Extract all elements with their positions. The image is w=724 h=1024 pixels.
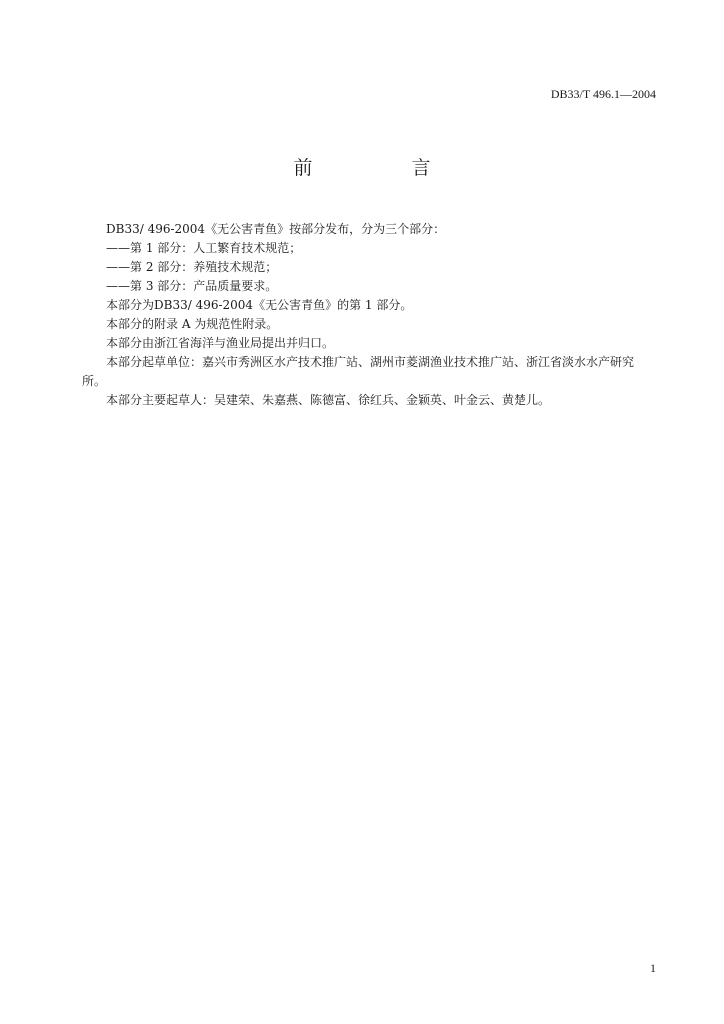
paragraph: 本部分的附录 A 为规范性附录。 bbox=[106, 317, 279, 331]
paragraph: 本部分为DB33/ 496-2004《无公害青鱼》的第 1 部分。 bbox=[106, 298, 413, 312]
paragraph: ——第 2 部分：养殖技术规范； bbox=[106, 260, 278, 274]
preface-body bbox=[82, 220, 656, 410]
paragraph: DB33/ 496-2004《无公害青鱼》按部分发布，分为三个部分： bbox=[106, 222, 446, 236]
paragraph: 本部分由浙江省海洋与渔业局提出并归口。 bbox=[106, 336, 335, 350]
paragraph: ——第 3 部分：产品质量要求。 bbox=[106, 279, 278, 293]
page-title: 前 言 bbox=[293, 157, 471, 179]
paragraph: 本部分主要起草人：吴建荣、朱嘉燕、陈德富、徐红兵、金颖英、叶金云、黄楚儿。 bbox=[106, 393, 551, 407]
page-number: 1 bbox=[650, 961, 656, 975]
paragraph: ——第 1 部分：人工繁育技术规范； bbox=[106, 241, 302, 255]
standard-code: DB33/T 496.1—2004 bbox=[550, 87, 656, 101]
paragraph: 本部分起草单位：嘉兴市秀洲区水产技术推广站、湖州市菱湖渔业技术推广站、浙江省淡水水产研究所。 bbox=[82, 355, 635, 388]
